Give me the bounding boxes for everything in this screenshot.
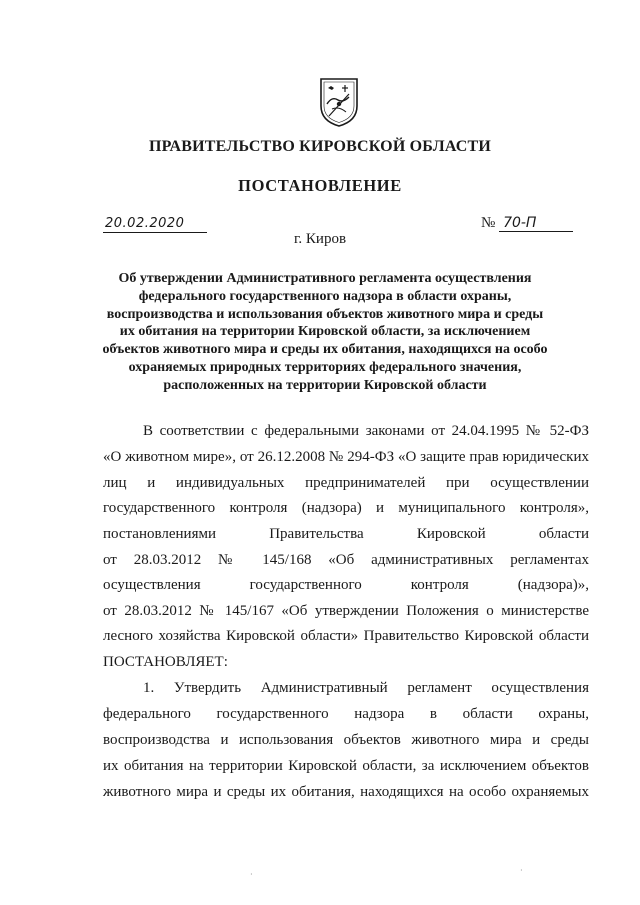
document-date: 20.02.2020 bbox=[103, 216, 207, 233]
body-line: воспроизводства и использования объектов животного мира и среды bbox=[103, 732, 589, 748]
subject-line: федерального государственного надзора в области охраны, bbox=[138, 288, 512, 304]
organization-title: ПРАВИТЕЛЬСТВО КИРОВСКОЙ ОБЛАСТИ bbox=[148, 138, 492, 155]
subject-line: расположенных на территории Кировской области bbox=[163, 377, 487, 393]
body-line: осуществления государственного контроля (надзора)», bbox=[103, 577, 589, 593]
body-line: ПОСТАНОВЛЯЕТ: bbox=[103, 654, 228, 670]
scan-speck: · bbox=[520, 866, 523, 875]
body-line: от 28.03.2012 № 145/168 «Об административных регламентах bbox=[103, 552, 589, 568]
document-subject bbox=[96, 270, 554, 395]
subject-line: воспроизводства и использования объектов животного мира и среды bbox=[106, 306, 544, 322]
document-type: ПОСТАНОВЛЕНИЕ bbox=[238, 176, 402, 195]
body-line: 1. Утвердить Административный регламент осуществления bbox=[143, 680, 589, 696]
body-line: «О животном мире», от 26.12.2008 № 294-ФЗ «О защите прав юридических bbox=[103, 449, 589, 465]
body-line: федерального государственного надзора в области охраны, bbox=[103, 706, 589, 722]
number-value: 70-П bbox=[499, 215, 573, 232]
subject-line: их обитания на территории Кировской области, за исключением bbox=[119, 324, 531, 340]
body-line: их обитания на территории Кировской области, за исключением объектов bbox=[103, 758, 589, 774]
scan-speck: · bbox=[250, 870, 253, 879]
subject-line: Об утверждении Административного регламента осуществления bbox=[118, 271, 532, 286]
body-line: В соответствии с федеральными законами от 24.04.1995 № 52-ФЗ bbox=[143, 423, 589, 439]
number-sign: № bbox=[481, 215, 496, 231]
body-line: животного мира и среды их обитания, находящихся на особо охраняемых bbox=[103, 784, 589, 800]
subject-line: охраняемых природных территориях федерального значения, bbox=[128, 359, 522, 375]
body-line: лиц и индивидуальных предпринимателей при осуществлении bbox=[103, 475, 589, 491]
body-line: постановлениями Правительства Кировской области bbox=[103, 526, 589, 542]
city: г. Киров bbox=[293, 231, 347, 247]
body-line: от 28.03.2012 № 145/167 «Об утверждении Положения о министерстве bbox=[103, 603, 589, 619]
kirov-coat-of-arms-icon bbox=[318, 76, 360, 128]
subject-line: объектов животного мира и среды их обитания, находящихся на особо bbox=[102, 342, 548, 358]
document-number bbox=[481, 215, 573, 232]
body-line: государственного контроля (надзора) и муниципального контроля», bbox=[103, 500, 589, 516]
body-line: лесного хозяйства Кировской области» Правительство Кировской области bbox=[103, 628, 589, 644]
